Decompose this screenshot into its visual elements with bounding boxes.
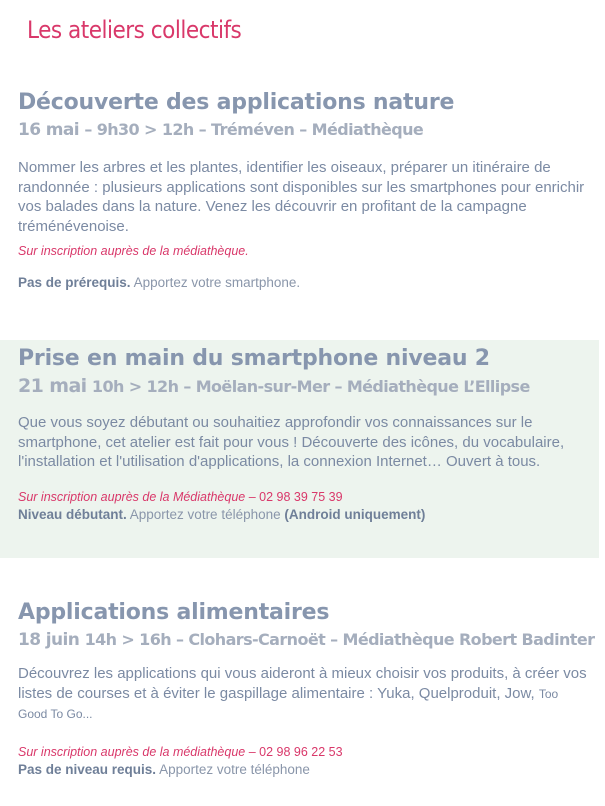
- workshop-description: [18, 664, 589, 725]
- requirement-level: Niveau débutant.: [18, 506, 127, 522]
- workshop-registration: [18, 488, 589, 506]
- workshop-schedule: 10h > 12h – Moëlan-sur-Mer – Médiathèque L’Ellipse: [91, 377, 530, 396]
- requirement-text: Apportez votre téléphone: [156, 761, 310, 777]
- registration-text: Sur inscription auprès de la Médiathèque: [18, 489, 246, 504]
- requirement-text: Apportez votre téléphone: [126, 506, 285, 522]
- workshop-registration: [18, 743, 589, 761]
- workshop-registration: Sur inscription auprès de la médiathèque.: [18, 244, 249, 258]
- requirement-level: Pas de niveau requis.: [18, 761, 157, 777]
- workshop-requirements: [18, 274, 589, 292]
- workshop-date: 16 mai: [18, 120, 79, 140]
- workshop-card-food-apps: [0, 600, 599, 779]
- registration-phone: – 02 98 39 75 39: [245, 489, 343, 504]
- description-text: Découvrez les applications qui vous aideront à mieux choisir vos produits, à créer vos listes de courses et à éviter le gaspillage alimentaire : Yuka, Quelproduit, Jow,: [18, 665, 587, 702]
- requirement-extra: (Android uniquement): [284, 506, 426, 522]
- workshop-description: Nommer les arbres et les plantes, identifier les oiseaux, préparer un itinéraire de randonnée : plusieurs applications sont disponibles sur les smartphones pour enrichir vos balades dans la nature. Venez les découvrir en profitant de la campagne tréménévenoise.: [18, 159, 585, 235]
- requirement-text: Apportez votre smartphone.: [130, 275, 301, 290]
- page-title: Les ateliers collectifs: [27, 16, 242, 44]
- registration-text: Sur inscription auprès de la médiathèque: [18, 744, 246, 759]
- workshop-schedule: – 9h30 > 12h – Tréméven – Médiathèque: [84, 120, 424, 139]
- workshop-schedule: 14h > 16h – Clohars-Carnoët – Médiathèque Robert Badinter: [84, 630, 595, 649]
- workshop-requirements: [18, 761, 589, 779]
- workshop-date: 18 juin: [18, 630, 80, 650]
- workshop-date: 21 mai: [18, 375, 87, 397]
- description-small-text: Too Good To Go...: [18, 686, 559, 721]
- requirement-level: Pas de prérequis.: [18, 275, 131, 290]
- workshop-date-location: [18, 628, 595, 652]
- workshop-date-location: [18, 118, 589, 142]
- workshop-title: Découverte des applications nature: [18, 90, 455, 115]
- workshop-title: Applications alimentaires: [18, 600, 330, 625]
- workshop-card-smartphone-level-2: [0, 340, 599, 558]
- workshop-card-nature-apps: [0, 90, 599, 292]
- workshop-description: Que vous soyez débutant ou souhaitiez approfondir vos connaissances sur le smartphone, cet atelier est fait pour vous ! Découverte des icônes, du vocabulaire, l'installation et l'utilisation d'applications, la connexion Internet… Ouvert à tous.: [18, 414, 565, 470]
- workshop-date-location: [18, 374, 589, 399]
- workshop-requirements: [18, 506, 589, 524]
- workshop-title: Prise en main du smartphone niveau 2: [18, 346, 490, 371]
- registration-phone: – 02 98 96 22 53: [245, 744, 343, 759]
